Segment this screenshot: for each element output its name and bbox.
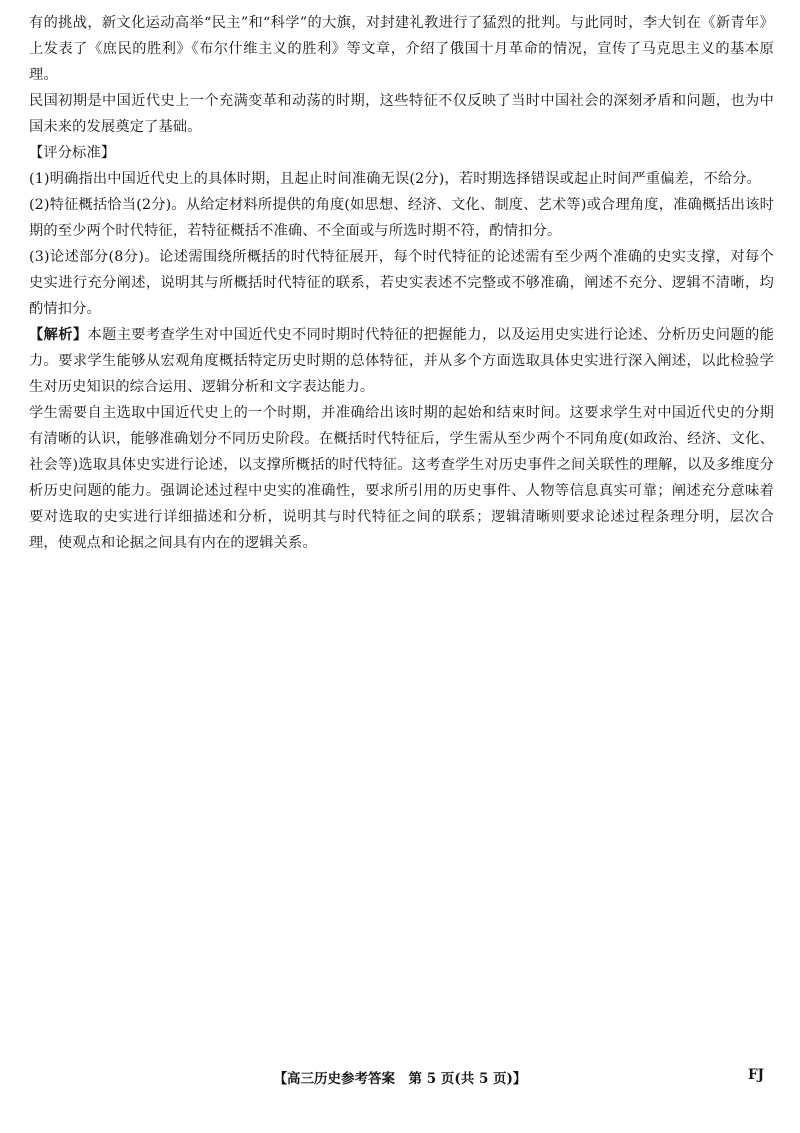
answer-body <box>29 10 774 556</box>
paragraph-summary: 民国初期是中国近代史上一个充满变革和动荡的时期，这些特征不仅反映了当时中国社会的深刻矛盾和问题，也为中国未来的发展奠定了基础。 <box>29 93 774 135</box>
footer-code: FJ <box>748 1067 764 1083</box>
scoring-item-2: (2)特征概括恰当(2分)。从给定材料所提供的角度(如思想、经济、文化、制度、艺术等)或合理角度，准确概括出该时期的至少两个时代特征，若特征概括不准确、不全面或与所选时期不符，酌情扣分。 <box>29 197 774 239</box>
analysis-label: 【解析】 <box>29 327 88 343</box>
analysis-paragraph <box>29 322 774 400</box>
scoring-item-3: (3)论述部分(8分)。论述需围绕所概括的时代特征展开，每个时代特征的论述需有至少两个准确的史实支撑，对每个史实进行充分阐述，说明其与所概括时代特征的联系，若史实表述不完整或不够准确，阐述不充分、逻辑不清晰，均酌情扣分。 <box>29 249 774 317</box>
page-footer <box>0 1067 800 1093</box>
scoring-item-1: (1)明确指出中国近代史上的具体时期，且起止时间准确无误(2分)，若时期选择错误或起止时间严重偏差，不给分。 <box>29 171 761 187</box>
paragraph-intro: 有的挑战，新文化运动高举“民主”和“科学”的大旗，对封建礼教进行了猛烈的批判。与此同时，李大钊在《新青年》上发表了《庶民的胜利》《布尔什维主义的胜利》等文章，介绍了俄国十月革命的情况，宣传了马克思主义的基本原理。 <box>29 15 774 83</box>
analysis-text: 本题主要考查学生对中国近代史不同时期时代特征的把握能力，以及运用史实进行论述、分析历史问题的能力。要求学生能够从宏观角度概括特定历史时期的总体特征，并从多个方面选取具体史实进行深入阐述，以此检验学生对历史知识的综合运用、逻辑分析和文字表达能力。 <box>29 327 774 395</box>
analysis-paragraph-2: 学生需要自主选取中国近代史上的一个时期，并准确给出该时期的起始和结束时间。这要求学生对中国近代史的分期有清晰的认识，能够准确划分不同历史阶段。在概括时代特征后，学生需从至少两个不同角度(如政治、经济、文化、社会等)选取具体史实进行论述，以支撑所概括的时代特征。这考查学生对历史事件之间关联性的理解，以及多维度分析历史问题的能力。强调论述过程中史实的准确性，要求所引用的历史事件、人物等信息真实可靠；阐述充分意味着要对选取的史实进行详细描述和分析，说明其与时代特征之间的联系；逻辑清晰则要求论述过程条理分明，层次合理，使观点和论据之间具有内在的逻辑关系。 <box>29 405 774 551</box>
scoring-heading: 【评分标准】 <box>29 145 116 161</box>
footer-title: 【高三历史参考答案 第 5 页(共 5 页)】 <box>273 1071 527 1087</box>
